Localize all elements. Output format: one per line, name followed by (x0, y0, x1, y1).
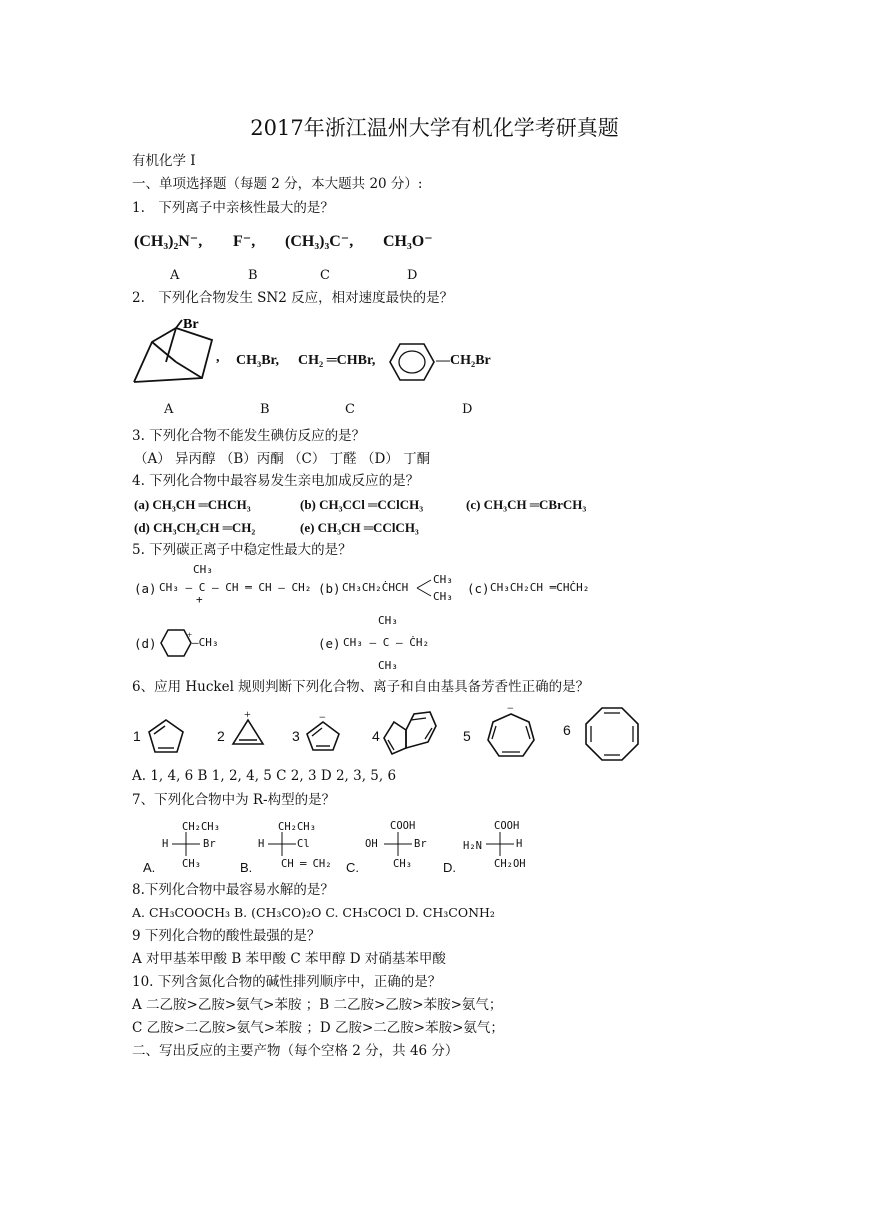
q7-c-right: Br (414, 838, 427, 850)
q6-num-3: 3 (292, 728, 300, 744)
q10-line2: C 乙胺>二乙胺>氨气>苯胺 ；D 乙胺>二乙胺>苯胺>氨气； (132, 1020, 504, 1036)
benzene-ring-icon (390, 342, 436, 382)
q7-c-top: COOH (390, 820, 416, 832)
svg-text:+: + (244, 707, 251, 721)
q6-num-2: 2 (217, 728, 225, 744)
q1-label-c: C (320, 268, 330, 283)
q7-a-fischer-cross (172, 832, 202, 858)
norbornyl-bromide-structure (130, 314, 230, 386)
cyclopentadienyl-anion-icon (304, 712, 342, 752)
q5-b-bottom: CH₃ (433, 590, 453, 603)
q5-c-main: CH₃CH₂CH ═CHĊH₂ (490, 581, 590, 594)
q7-d-fischer-cross (486, 832, 516, 858)
q5-e-top: CH₃ (378, 614, 398, 627)
q6-num-6: 6 (563, 722, 571, 738)
q4-option-d: (d) CH₃CH₂CH ═CH₂ (134, 520, 256, 535)
q2-text: 2. 下列化合物发生 SN2 反应，相对速度最快的是？ (132, 290, 454, 306)
q1-label-a: A (170, 268, 180, 283)
q1-formula-d: CH₃O⁻ (383, 233, 433, 250)
q3-options: （A） 异丙醇 （B）丙酮 （C） 丁醛 （D） 丁酮 (134, 451, 431, 467)
q2-label-d: D (462, 402, 473, 417)
q5-text: 5. 下列碳正离子中稳定性最大的是？ (132, 542, 352, 558)
q2-formula-c: CH₂ ═CHBr, (298, 353, 376, 368)
q2-formula-b: CH₃Br, (236, 353, 279, 368)
cyclopentadiene-icon (146, 718, 186, 754)
q6-num-4: 4 (372, 728, 380, 744)
q9-options: A 对甲基苯甲酸 B 苯甲酸 C 苯甲醇 D 对硝基苯甲酸 (132, 951, 446, 967)
q5-c-label: (c) (467, 581, 490, 596)
q7-c-bottom: CH₃ (393, 858, 412, 870)
cycloheptatrienyl-anion-icon (482, 701, 540, 762)
q1-label-d: D (407, 268, 418, 283)
q7-b-bottom: CH ═ CH₂ (281, 858, 332, 870)
svg-text:−: − (507, 701, 514, 715)
svg-text:−: − (319, 710, 326, 724)
section-name: 有机化学 I (132, 153, 196, 169)
q7-b-label: B. (240, 860, 253, 875)
page-title: 2017年浙江温州大学有机化学考研真题 (250, 116, 619, 140)
q5-a-plus: + (196, 593, 203, 606)
q2-label-c: C (345, 402, 355, 417)
q7-d-left: H₂N (463, 840, 482, 852)
q7-d-label: D. (443, 860, 456, 875)
q7-d-top: COOH (494, 820, 520, 832)
q5-b-main: CH₃CH₂ĊHCH (342, 581, 409, 594)
q1-label-b: B (248, 268, 258, 283)
q7-a-bottom: CH₃ (182, 858, 201, 870)
pentalene-azulene-icon (382, 708, 438, 756)
q7-d-right: H (516, 838, 523, 850)
q5-b-top: CH₃ (433, 573, 453, 586)
q4-option-b: (b) CH₃CCl ═CClCH₃ (300, 497, 424, 512)
q1-formula-b: F⁻, (233, 233, 256, 250)
q6-num-5: 5 (463, 728, 471, 744)
q1-formula-a: (CH₃)₂N⁻, (134, 233, 203, 250)
q4-option-a: (a) CH₃CH ═CHCH₃ (134, 497, 251, 512)
q6-num-1: 1 (133, 728, 141, 744)
q6-text: 6、应用 Huckel 规则判断下列化合物、离子和自由基具备芳香性正确的是？ (132, 679, 590, 695)
q5-b-label: (b) (318, 581, 341, 596)
q3-text: 3. 下列化合物不能发生碘仿反应的是？ (132, 428, 366, 444)
q5-b-branch-lines (415, 578, 435, 598)
q4-option-c: (c) CH₃CH ═CBrCH₃ (466, 497, 587, 512)
q4-option-e: (e) CH₃CH ═CClCH₃ (300, 520, 419, 535)
q2-label-b: B (260, 402, 270, 417)
cyclohexyl-ring-icon (160, 628, 192, 658)
q5-d-label: (d) (134, 636, 157, 651)
q7-a-left: H (162, 838, 169, 850)
q2-label-a: A (164, 402, 174, 417)
q9-text: 9 下列化合物的酸性最强的是？ (132, 928, 321, 944)
q7-a-top: CH₂CH₃ (182, 821, 220, 833)
q2-formula-d: —CH₂Br (436, 353, 491, 368)
q10-text: 10. 下列含氮化合物的碱性排列顺序中，正确的是？ (132, 974, 442, 990)
q5-e-label: (e) (318, 636, 341, 651)
q6-options: A. 1, 4, 6 B 1, 2, 4, 5 C 2, 3 D 2, 3, 5, 6 (132, 768, 397, 784)
q7-d-bottom: CH₂OH (494, 858, 526, 870)
q7-b-right: Cl (297, 838, 310, 850)
q7-a-right: Br (203, 838, 216, 850)
q7-b-top: CH₂CH₃ (278, 821, 316, 833)
q7-c-label: C. (346, 860, 359, 875)
q4-text: 4. 下列化合物中最容易发生亲电加成反应的是？ (132, 473, 420, 489)
q5-a-top: CH₃ (193, 563, 213, 576)
cyclooctatetraene-icon (584, 706, 640, 762)
q2-separator: , (216, 350, 220, 365)
q5-e-bottom: CH₃ (378, 659, 398, 672)
q5-e-main: CH₃ — C — ĊH₂ (343, 636, 430, 649)
part1-heading: 一、单项选择题（每题 2 分，本大题共 20 分）: (132, 176, 423, 192)
q1-text: 1. 下列离子中亲核性最大的是？ (132, 200, 334, 216)
svg-text:+: + (187, 630, 193, 640)
cyclopropenyl-cation-icon (230, 707, 266, 746)
q7-c-fischer-cross (384, 832, 414, 858)
q5-a-label: (a) (134, 581, 157, 596)
q7-text: 7、下列化合物中为 R-构型的是？ (132, 792, 336, 808)
q10-line1: A 二乙胺>乙胺>氨气>苯胺 ；B 二乙胺>乙胺>苯胺>氨气； (132, 997, 503, 1013)
q7-b-fischer-cross (268, 832, 298, 858)
q7-b-left: H (258, 838, 265, 850)
part2-heading: 二、写出反应的主要产物（每个空格 2 分，共 46 分） (132, 1043, 459, 1059)
q2-br-label: Br (183, 317, 199, 332)
q7-a-label: A. (143, 860, 156, 875)
q8-options: A. CH₃COOCH₃ B. (CH₃CO)₂O C. CH₃COCl D. CH₃CONH₂ (132, 905, 495, 920)
q5-d-sub: —CH₃ (192, 636, 219, 649)
q7-c-left: OH (365, 838, 378, 850)
q5-a-main: CH₃ — C — CH ═ CH — CH₂ (159, 581, 312, 594)
q1-formula-c: (CH₃)₃C⁻, (285, 233, 354, 250)
q8-text: 8.下列化合物中最容易水解的是？ (132, 882, 334, 898)
